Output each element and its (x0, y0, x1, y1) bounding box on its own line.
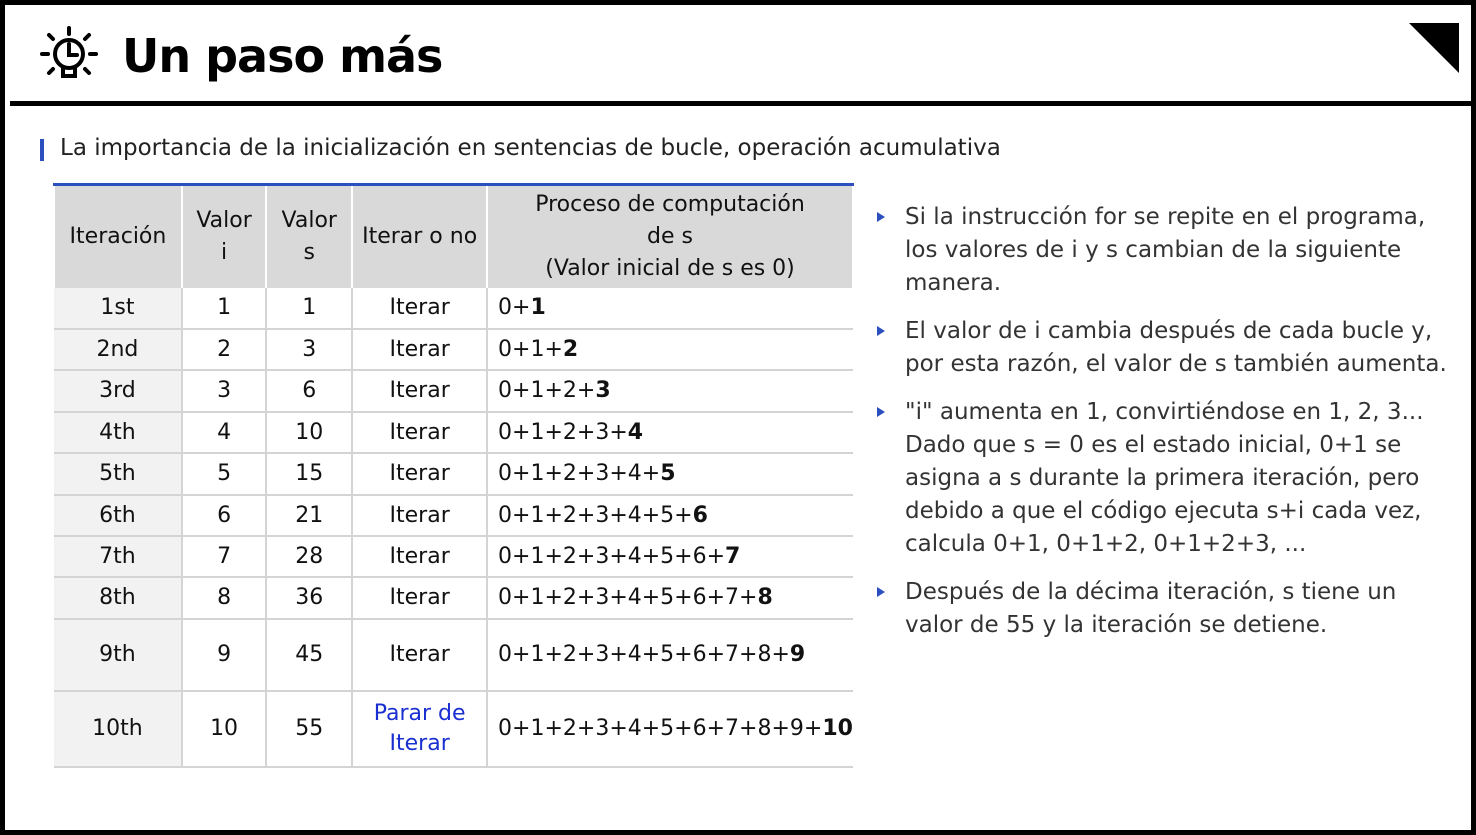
table-row (54, 288, 853, 329)
table-header-text: de s (647, 223, 693, 249)
value-i-cell: 2 (182, 329, 266, 370)
computation-cell (487, 329, 853, 370)
table-header-text: Iteración (69, 223, 167, 249)
iterate-status-cell: Iterar (352, 329, 487, 370)
iterate-status-cell: Iterar (352, 288, 487, 329)
iteration-cell: 6th (54, 495, 182, 536)
note-item (877, 576, 1447, 642)
table-header-cell (487, 185, 853, 288)
table-row (54, 412, 853, 453)
computation-last-term: 8 (757, 585, 773, 610)
iterate-status-cell: Iterar (352, 495, 487, 536)
computation-prefix: 0+1+ (498, 336, 563, 362)
table-header-cell (352, 185, 487, 288)
iteration-cell: 5th (54, 453, 182, 495)
corner-triangle-icon (1409, 23, 1459, 73)
iteration-cell: 1st (54, 288, 182, 329)
table-header-text: s (303, 239, 315, 265)
note-item (877, 315, 1447, 381)
iterate-status-cell: Iterar (352, 619, 487, 691)
table-row (54, 536, 853, 577)
computation-last-term: 3 (595, 378, 611, 403)
table-row (54, 577, 853, 619)
value-s-cell: 15 (266, 453, 352, 495)
iteration-cell: 8th (54, 577, 182, 619)
table-header-text: Iterar o no (362, 223, 478, 249)
value-i-cell: 5 (182, 453, 266, 495)
value-s-cell: 1 (266, 288, 352, 329)
iterate-status-cell: Iterar (352, 370, 487, 412)
iteration-table (53, 183, 854, 768)
computation-last-term: 5 (660, 461, 676, 486)
bullet-arrow-icon (877, 407, 885, 417)
table-header-text: Valor (281, 207, 337, 233)
bullet-arrow-icon (877, 212, 885, 222)
note-text: Después de la décima iteración, s tiene un valor de 55 y la iteración se detiene. (905, 579, 1397, 638)
table-header-cell (182, 185, 266, 288)
computation-prefix: 0+1+2+3+4+5+6+ (498, 543, 726, 569)
table-header-cell (54, 185, 182, 288)
value-s-cell: 55 (266, 691, 352, 767)
table-row (54, 619, 853, 691)
computation-last-term: 6 (692, 502, 708, 528)
table-row (54, 370, 853, 412)
iterate-status-cell (352, 691, 487, 767)
iteration-cell: 7th (54, 536, 182, 577)
iteration-cell: 3rd (54, 370, 182, 412)
computation-cell (487, 577, 853, 619)
iteration-cell: 4th (54, 412, 182, 453)
table-row (54, 691, 853, 767)
iterate-status-cell: Iterar (352, 412, 487, 453)
table-header-cell (266, 185, 352, 288)
bullet-arrow-icon (877, 587, 885, 597)
computation-cell (487, 691, 853, 767)
iterate-status-cell: Iterar (352, 577, 487, 619)
table-header-text: i (221, 239, 228, 265)
computation-last-term: 1 (530, 295, 546, 320)
computation-prefix: 0+1+2+3+4+5+6+7+8+9+ (498, 716, 823, 741)
header-bar (10, 10, 1476, 106)
page-title: Un paso más (122, 29, 443, 83)
computation-prefix: 0+1+2+3+4+ (498, 461, 661, 486)
value-s-cell: 36 (266, 577, 352, 619)
note-text: Si la instrucción for se repite en el programa, los valores de i y s cambian de la siguiente manera. (905, 204, 1426, 296)
computation-cell (487, 412, 853, 453)
computation-last-term: 10 (822, 716, 853, 741)
computation-prefix: 0+1+2+3+4+5+6+7+8+ (498, 642, 790, 667)
computation-cell (487, 619, 853, 691)
computation-cell (487, 453, 853, 495)
section-subtitle: La importancia de la inicialización en sentencias de bucle, operación acumulativa (60, 135, 1001, 161)
bullet-arrow-icon (877, 326, 885, 336)
table-row (54, 495, 853, 536)
table-row (54, 453, 853, 495)
value-i-cell: 1 (182, 288, 266, 329)
note-item (877, 396, 1447, 561)
computation-prefix: 0+1+2+3+4+5+6+7+ (498, 585, 758, 610)
computation-last-term: 4 (627, 419, 644, 445)
subtitle-accent-bar (40, 139, 44, 161)
iteration-cell: 9th (54, 619, 182, 691)
notes-list (877, 201, 1447, 657)
table-header-row (54, 185, 853, 288)
stop-iterate-text: Iterar (389, 730, 450, 756)
table-header-text: (Valor inicial de s es 0) (545, 255, 795, 281)
value-s-cell: 3 (266, 329, 352, 370)
computation-last-term: 9 (789, 642, 806, 667)
value-i-cell: 4 (182, 412, 266, 453)
table-header-text: Valor (196, 207, 252, 233)
computation-cell (487, 288, 853, 329)
note-item (877, 201, 1447, 300)
computation-cell (487, 536, 853, 577)
computation-prefix: 0+ (498, 295, 531, 320)
value-s-cell: 10 (266, 412, 352, 453)
table-row (54, 329, 853, 370)
iteration-cell: 10th (54, 691, 182, 767)
note-text: El valor de i cambia después de cada bucle y, por esta razón, el valor de s también aumenta. (905, 318, 1447, 377)
computation-prefix: 0+1+2+3+4+5+ (498, 502, 693, 528)
computation-prefix: 0+1+2+ (498, 378, 596, 403)
value-i-cell: 9 (182, 619, 266, 691)
value-s-cell: 28 (266, 536, 352, 577)
value-i-cell: 7 (182, 536, 266, 577)
value-s-cell: 45 (266, 619, 352, 691)
value-i-cell: 3 (182, 370, 266, 412)
value-s-cell: 6 (266, 370, 352, 412)
value-s-cell: 21 (266, 495, 352, 536)
value-i-cell: 6 (182, 495, 266, 536)
computation-prefix: 0+1+2+3+ (498, 419, 628, 445)
value-i-cell: 8 (182, 577, 266, 619)
iterate-status-cell: Iterar (352, 536, 487, 577)
iterate-status-cell: Iterar (352, 453, 487, 495)
iteration-cell: 2nd (54, 329, 182, 370)
lightbulb-icon (38, 26, 100, 88)
table-header-text: Proceso de computación (535, 191, 805, 217)
computation-cell (487, 495, 853, 536)
computation-last-term: 2 (562, 336, 579, 362)
note-text: "i" aumenta en 1, convirtiéndose en 1, 2, 3... Dado que s = 0 es el estado inicial, 0+1 se asigna a s durante la primera iteración, pero debido a que el código ejecuta s+i cada vez, calcula 0+1, 0+1+2, 0+1+2+3, ... (905, 399, 1424, 557)
value-i-cell: 10 (182, 691, 266, 767)
computation-last-term: 7 (725, 543, 741, 569)
computation-cell (487, 370, 853, 412)
stop-iterate-text: Parar de (373, 700, 466, 726)
